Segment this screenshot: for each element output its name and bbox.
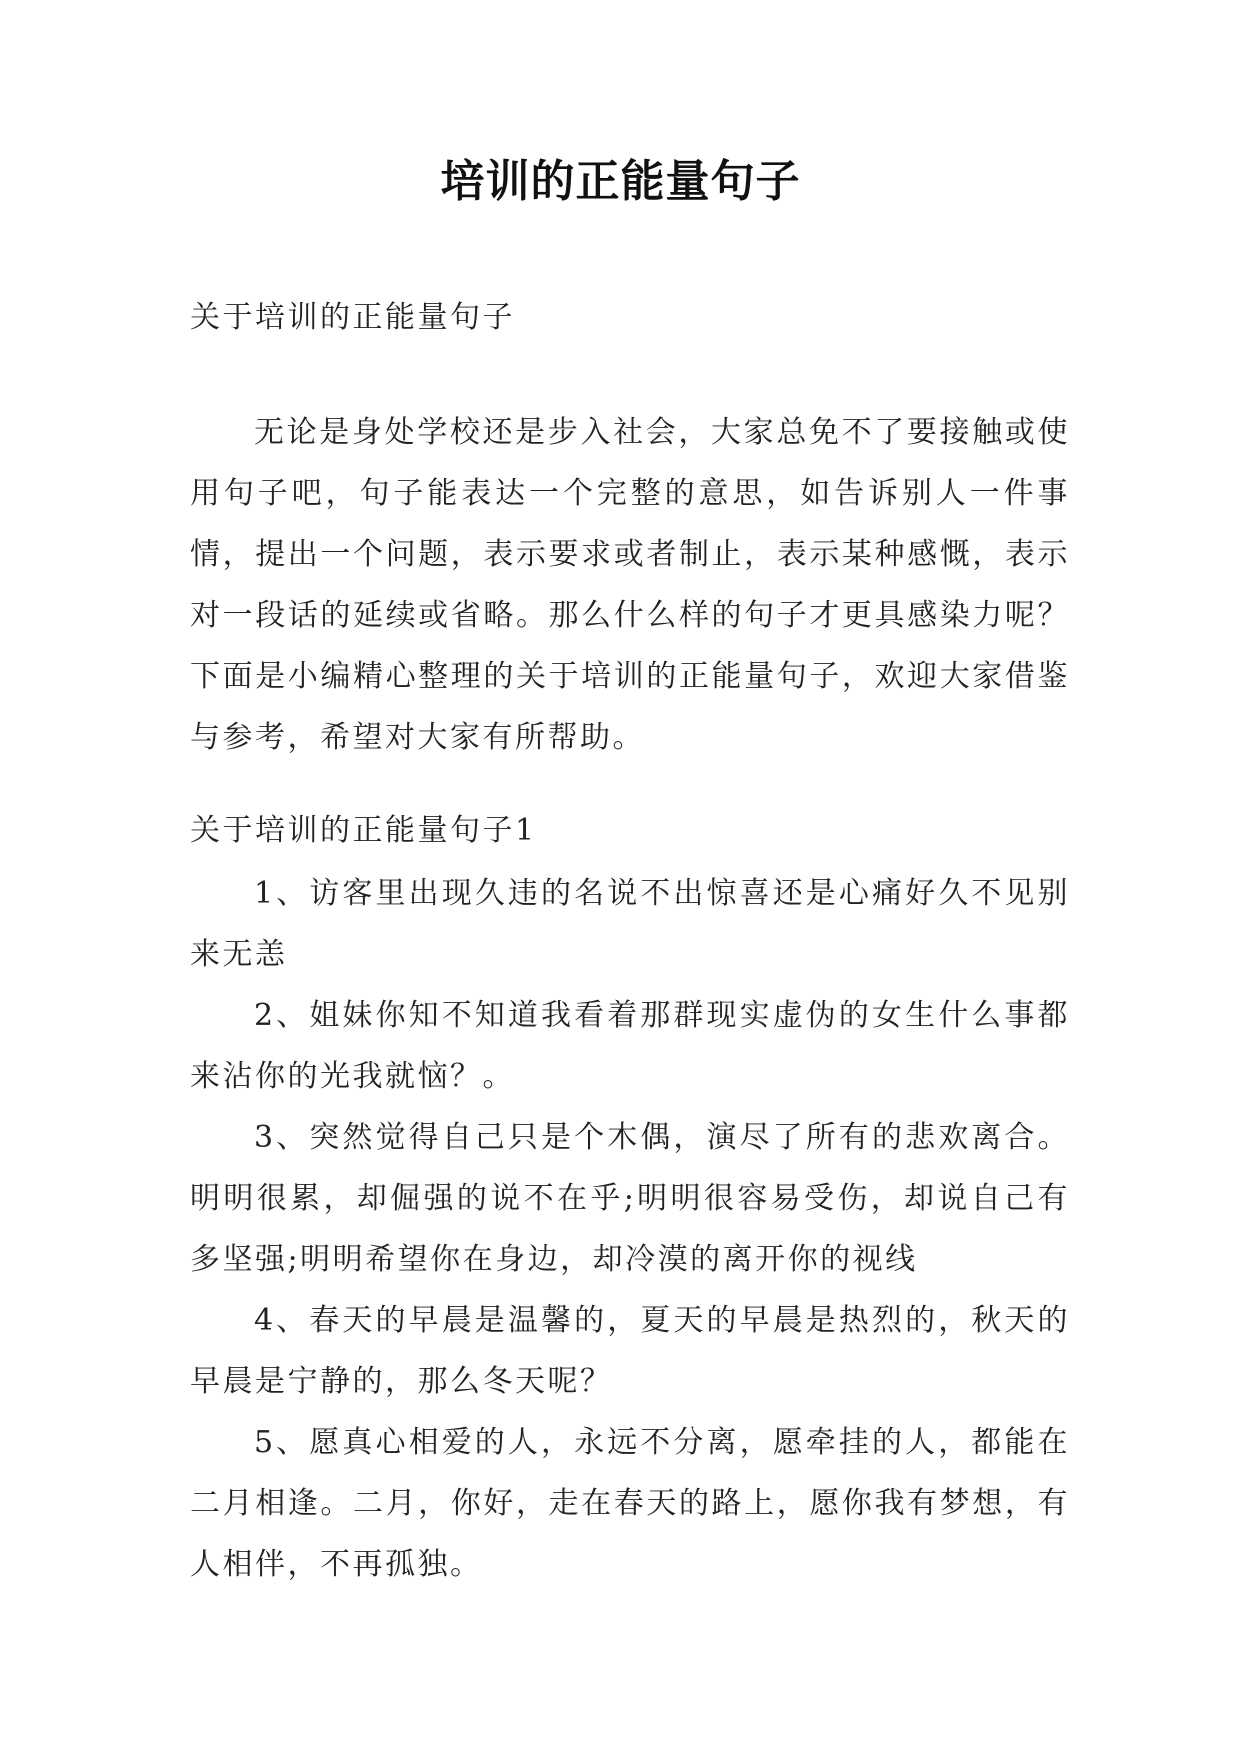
document-title: 培训的正能量句子 [440, 156, 801, 207]
section-heading: 关于培训的正能量句子1 [190, 813, 537, 848]
sentence-item: 2、姐妹你知不知道我看着那群现实虚伪的女生什么事都来沾你的光我就恼？。 [190, 998, 1070, 1094]
sentence-item: 3、突然觉得自己只是个木偶，演尽了所有的悲欢离合。明明很累，却倔强的说不在乎;明明很容易受伤，却说自己有多坚强;明明希望你在身边，却冷漠的离开你的视线 [190, 1120, 1070, 1277]
intro-heading: 关于培训的正能量句子 [190, 300, 515, 335]
sentence-item: 4、春天的早晨是温馨的，夏天的早晨是热烈的，秋天的早晨是宁静的，那么冬天呢？ [190, 1303, 1070, 1399]
intro-paragraph: 无论是身处学校还是步入社会，大家总免不了要接触或使用句子吧，句子能表达一个完整的意思，如告诉别人一件事情，提出一个问题，表示要求或者制止，表示某种感慨，表示对一段话的延续或省略。那么什么样的句子才更具感染力呢？下面是小编精心整理的关于培训的正能量句子，欢迎大家借鉴与参考，希望对大家有所帮助。 [190, 415, 1070, 755]
sentence-item: 5、愿真心相爱的人，永远不分离，愿牵挂的人，都能在二月相逢。二月，你好，走在春天的路上，愿你我有梦想，有人相伴，不再孤独。 [190, 1425, 1070, 1582]
sentence-item: 1、访客里出现久违的名说不出惊喜还是心痛好久不见别来无恙 [190, 876, 1070, 972]
